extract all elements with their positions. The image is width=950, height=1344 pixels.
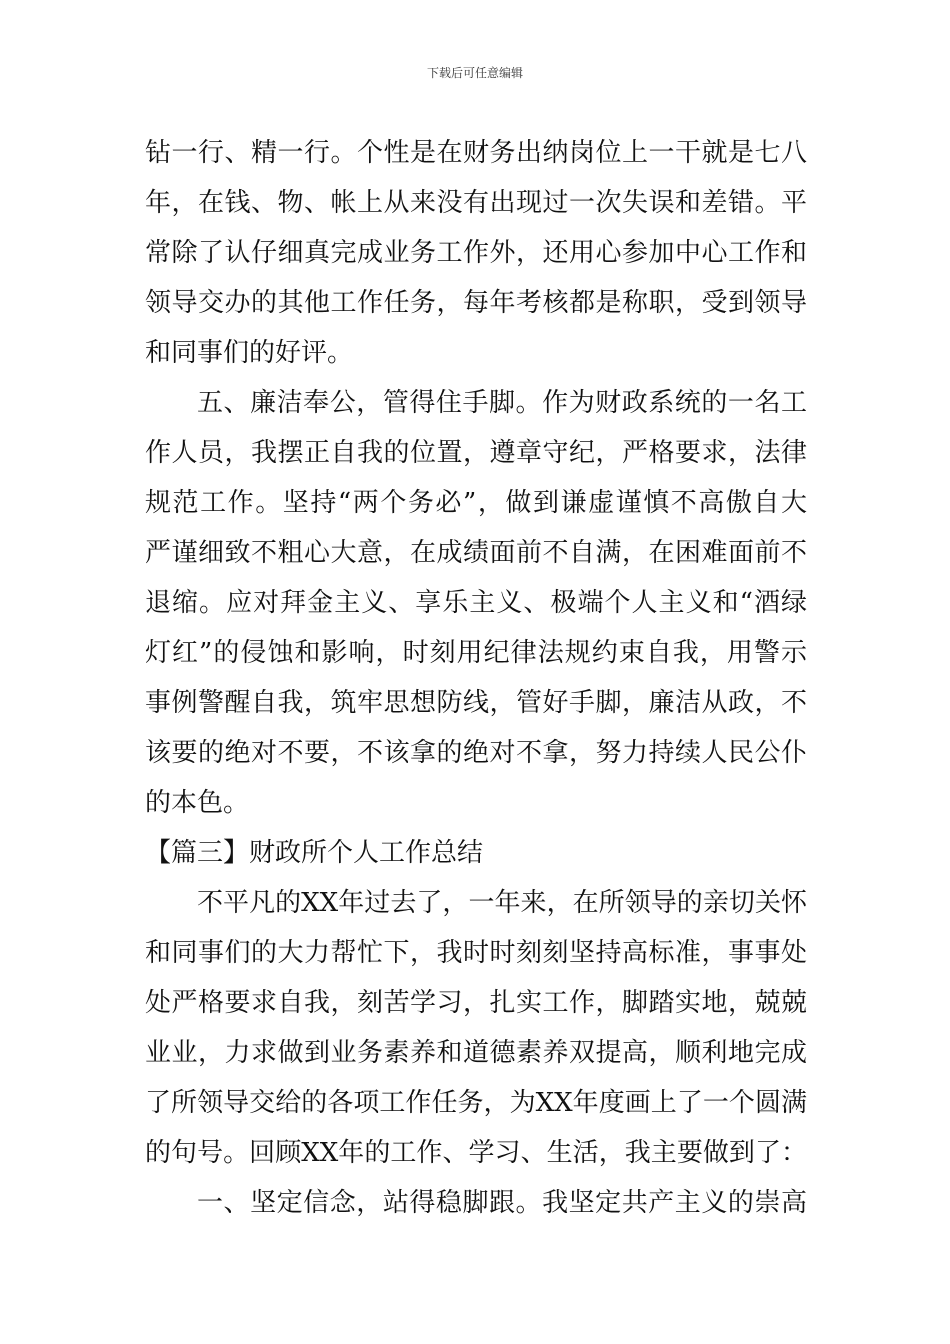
document-body — [145, 128, 807, 1228]
text-line: 处严格要求自我，刻苦学习，扎实工作，脚踏实地，兢兢 — [145, 988, 807, 1018]
text-line: 灯红”的侵蚀和影响，时刻用纪律法规约束自我，用警示 — [145, 638, 807, 668]
paragraph-first-line: 五、廉洁奉公，管得住手脚。作为财政系统的一名工 — [197, 388, 807, 418]
text-line: 业业，力求做到业务素养和道德素养双提高，顺利地完成 — [145, 1038, 807, 1068]
text-line: 的本色。 — [145, 788, 250, 818]
text-line: 了所领导交给的各项工作任务，为XX年度画上了一个圆满 — [145, 1088, 807, 1118]
text-line: 领导交办的其他工作任务，每年考核都是称职，受到领导 — [145, 288, 807, 318]
text-line: 和同事们的好评。 — [145, 338, 354, 368]
text-line: 和同事们的大力帮忙下，我时时刻刻坚持高标准，事事处 — [145, 938, 807, 968]
page-header: 下载后可任意编辑 — [426, 66, 523, 80]
text-line: 的句号。回顾XX年的工作、学习、生活，我主要做到了： — [145, 1138, 807, 1168]
paragraph-first-line: 不平凡的XX年过去了，一年来，在所领导的亲切关怀 — [197, 888, 807, 918]
text-line: 常除了认仔细真完成业务工作外，还用心参加中心工作和 — [145, 238, 807, 268]
text-line: 该要的绝对不要，不该拿的绝对不拿，努力持续人民公仆 — [145, 738, 807, 768]
text-line: 事例警醒自我，筑牢思想防线，管好手脚，廉洁从政，不 — [145, 688, 807, 718]
text-line: 钻一行、精一行。个性是在财务出纳岗位上一干就是七八 — [145, 138, 807, 168]
text-line: 规范工作。坚持“两个务必”，做到谦虚谨慎不高傲自大 — [145, 488, 807, 518]
paragraph-first-line: 一、坚定信念，站得稳脚跟。我坚定共产主义的崇高 — [197, 1188, 807, 1218]
text-line: 严谨细致不粗心大意，在成绩面前不自满，在困难面前不 — [145, 538, 807, 568]
text-line: 作人员，我摆正自我的位置，遵章守纪，严格要求，法律 — [145, 438, 807, 468]
text-line: 【篇三】财政所个人工作总结 — [145, 838, 484, 868]
text-line: 退缩。应对拜金主义、享乐主义、极端个人主义和“酒绿 — [145, 588, 807, 618]
text-line: 年，在钱、物、帐上从来没有出现过一次失误和差错。平 — [145, 188, 807, 218]
